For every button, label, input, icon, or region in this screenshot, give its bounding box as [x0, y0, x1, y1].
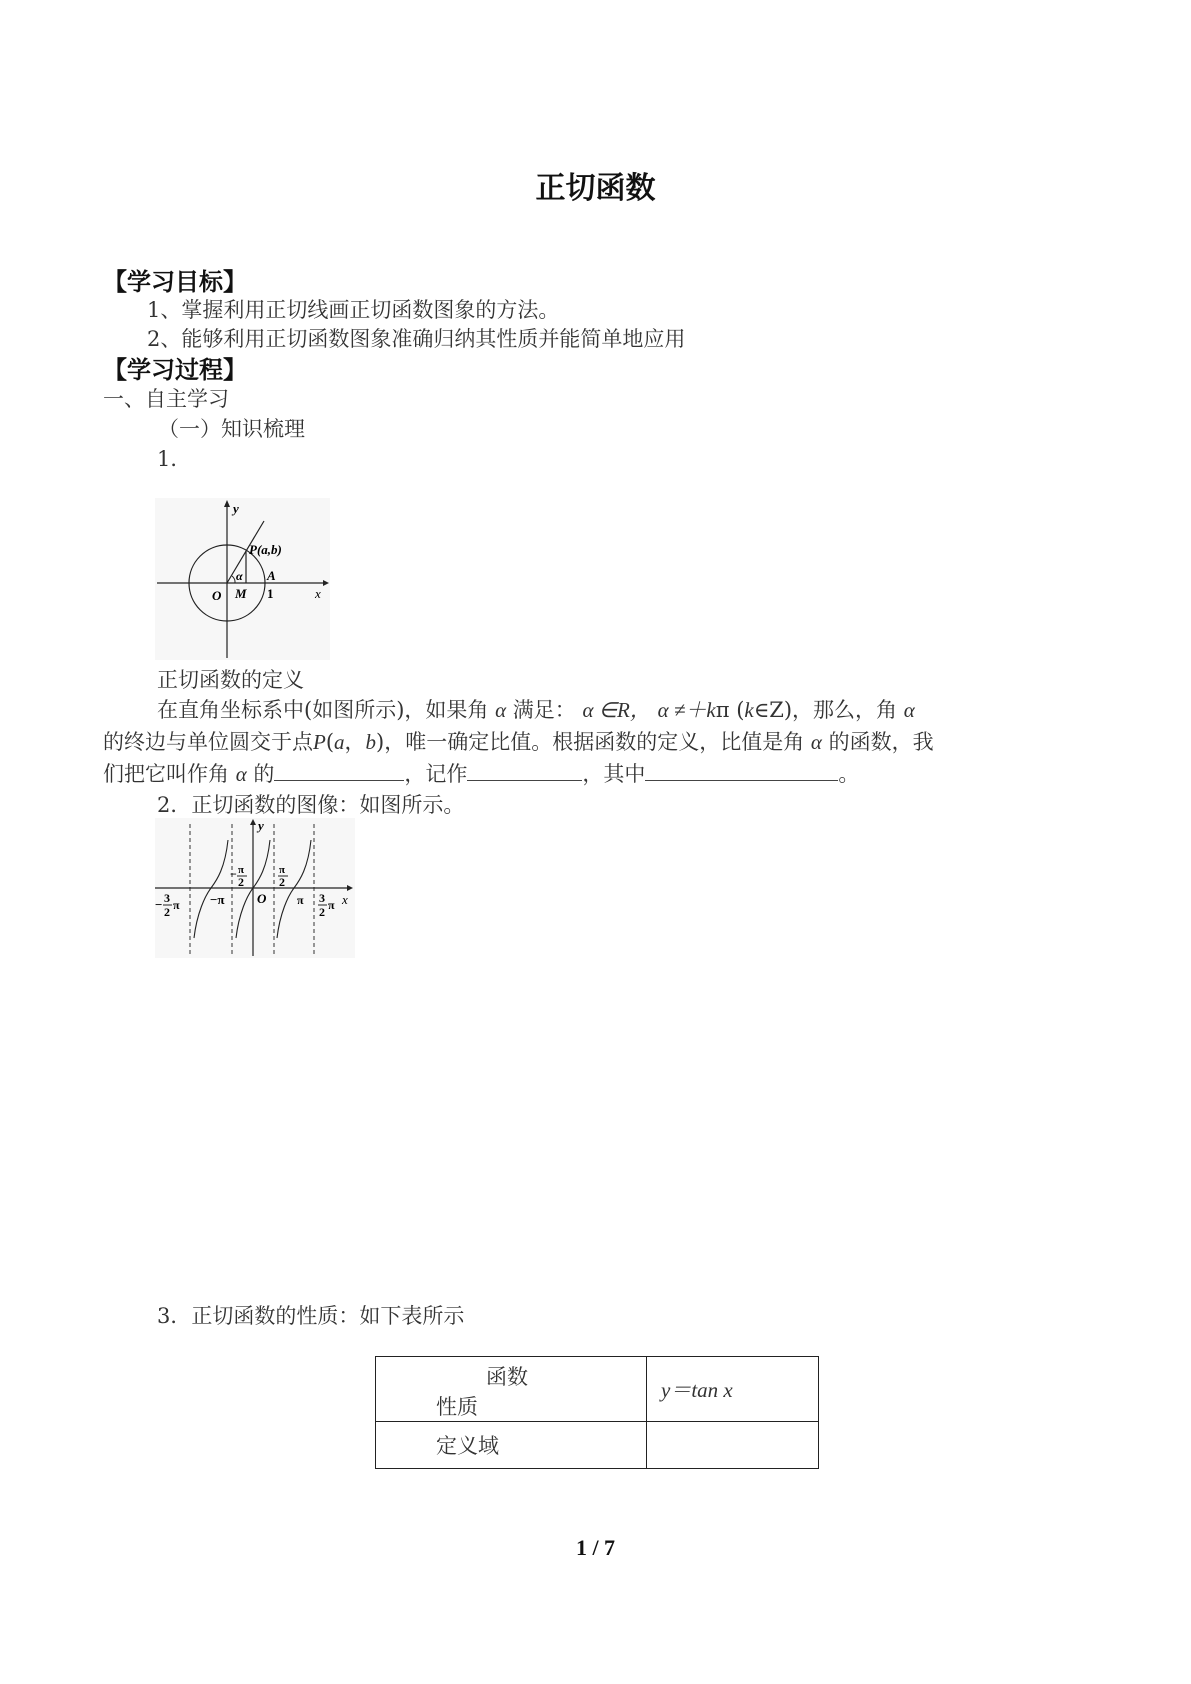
subsection-knowledge: （一）知识梳理 — [158, 417, 305, 441]
label-y: y — [258, 818, 264, 833]
document-title: 正切函数 — [535, 171, 656, 206]
objectives-heading: 【学习目标】 — [103, 268, 247, 296]
table-header-row — [376, 1357, 819, 1422]
blank-condition[interactable] — [645, 760, 838, 781]
svg-text:−: − — [155, 897, 163, 912]
definition-heading: 正切函数的定义 — [157, 668, 304, 692]
svg-text:π: π — [279, 864, 286, 876]
item-2-graph: 2．正切函数的图像：如图所示。 — [157, 793, 465, 817]
header-property-label: 性质 — [436, 1395, 478, 1419]
label-alpha: α — [236, 569, 243, 583]
objective-item-1: 1、掌握利用正切线画正切函数图象的方法。 — [147, 298, 560, 322]
svg-text:2: 2 — [238, 875, 244, 889]
row-value-domain[interactable] — [647, 1422, 819, 1469]
svg-text:−: − — [230, 867, 237, 881]
svg-text:π: π — [328, 898, 335, 912]
table-header-diagonal-cell — [376, 1357, 647, 1422]
svg-text:π: π — [238, 864, 245, 876]
item-1-label: 1． — [157, 447, 192, 471]
definition-line-3: 们把它叫作角 α 的 ，记作 ，其中 。 — [103, 762, 860, 786]
label-neg-pi: −π — [210, 892, 225, 907]
label-a: A — [267, 568, 276, 583]
function-y-tan-x: y＝tan x — [661, 1378, 733, 1402]
label-pi: π — [297, 893, 304, 907]
label-y: y — [233, 501, 239, 516]
svg-text:2: 2 — [319, 905, 325, 919]
label-m: M — [235, 586, 247, 601]
svg-text:2: 2 — [279, 875, 285, 889]
item-3-properties: 3．正切函数的性质：如下表所示 — [157, 1304, 465, 1328]
tangent-graph-figure — [155, 818, 355, 958]
definition-line-1: 在直角坐标系中(如图所示)，如果角 α 满足： α ∈R， α ≠＋kπ (k∈Z)，那么，角 α — [157, 698, 915, 722]
svg-text:3: 3 — [164, 891, 170, 905]
page-number: 1 / 7 — [575, 1535, 616, 1560]
label-x: x — [342, 892, 348, 907]
blank-function-name[interactable] — [274, 760, 404, 781]
label-x: x — [315, 586, 321, 601]
blank-notation[interactable] — [467, 760, 582, 781]
process-heading: 【学习过程】 — [103, 356, 247, 384]
row-property-domain: 定义域 — [376, 1422, 647, 1469]
section-self-study: 一、自主学习 — [103, 387, 229, 411]
svg-text:3: 3 — [319, 891, 325, 905]
header-function-label: 函数 — [486, 1365, 528, 1389]
svg-text:π: π — [173, 898, 180, 912]
unit-circle-figure — [155, 498, 330, 660]
table-row — [376, 1422, 819, 1469]
label-o: O — [257, 891, 267, 906]
objective-item-2: 2、能够利用正切函数图象准确归纳其性质并能简单地应用 — [147, 327, 686, 351]
properties-table — [375, 1356, 819, 1469]
label-o: O — [212, 588, 222, 603]
definition-line-2: 的终边与单位圆交于点P(a，b)，唯一确定比值。根据函数的定义，比值是角 α 的函数，我 — [103, 730, 934, 754]
label-point-p: P(a,b) — [249, 542, 282, 557]
label-one: 1 — [267, 586, 274, 601]
svg-text:2: 2 — [164, 905, 170, 919]
header-function-cell — [647, 1357, 819, 1422]
